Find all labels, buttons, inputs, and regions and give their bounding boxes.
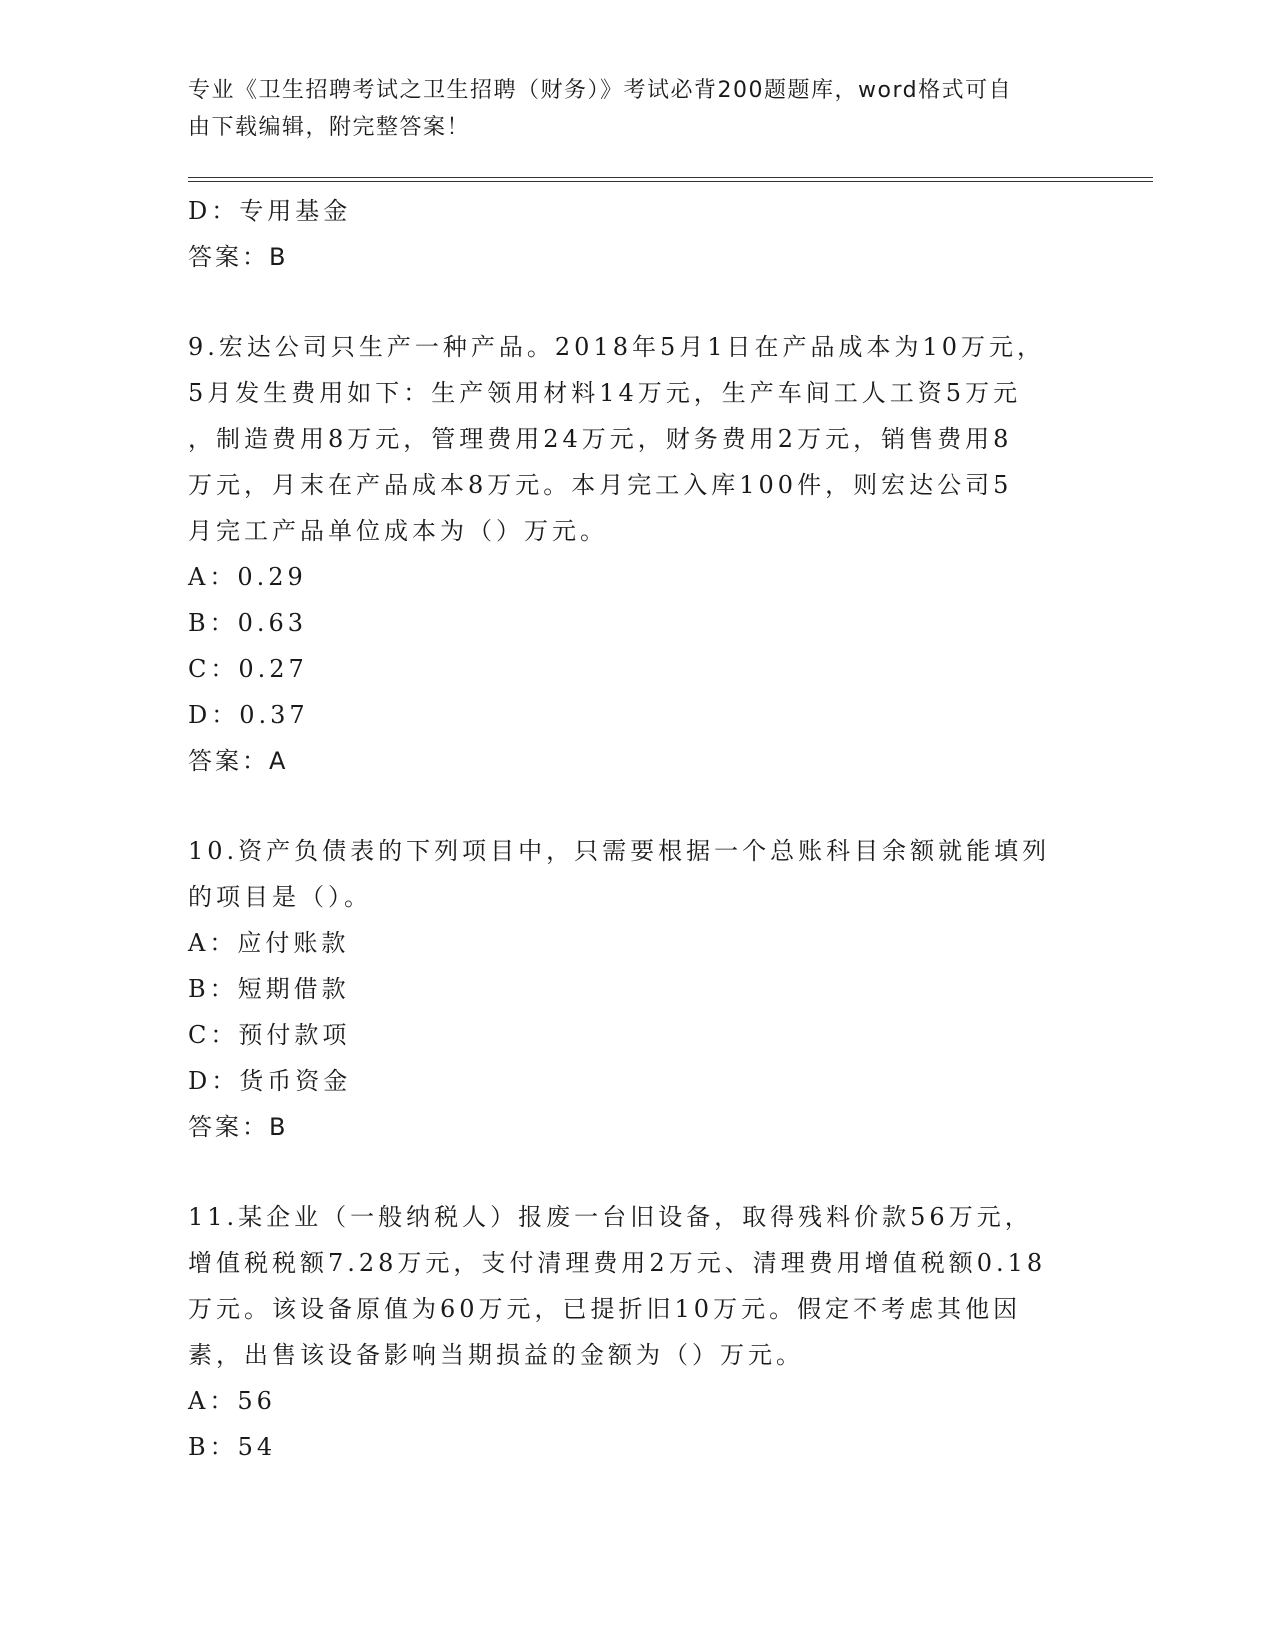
question-text — [188, 324, 1088, 554]
question-line: 的项目是（）。 — [188, 883, 372, 911]
option-b: B：短期借款 — [188, 975, 350, 1003]
header-line-2: 由下载编辑，附完整答案！ — [188, 115, 471, 140]
option-d: D：0.37 — [188, 701, 309, 729]
header-rule-top — [188, 177, 1153, 178]
question-line: 11.某企业（一般纳税人）报废一台旧设备，取得残料价款56万元， — [188, 1203, 1033, 1231]
question-text — [188, 828, 1088, 920]
option-b: B：54 — [188, 1433, 277, 1461]
question-line: 5月发生费用如下：生产领用材料14万元，生产车间工人工资5万元 — [188, 379, 1022, 407]
question-line: 增值税税额7.28万元，支付清理费用2万元、清理费用增值税额0.18 — [188, 1249, 1047, 1277]
question-line: ，制造费用8万元，管理费用24万元，财务费用2万元，销售费用8 — [188, 425, 1013, 453]
document-body — [188, 188, 1088, 1470]
question-text — [188, 1194, 1088, 1378]
question-line: 9.宏达公司只生产一种产品。2018年5月1日在产品成本为10万元， — [188, 333, 1046, 361]
header-line-1: 专业《卫生招聘考试之卫生招聘（财务）》考试必背200题题库，word格式可自 — [188, 78, 1013, 103]
question-11 — [188, 1194, 1088, 1470]
answer-line: 答案：B — [188, 1113, 289, 1141]
option-a: A：56 — [188, 1387, 276, 1415]
option-b: B：0.63 — [188, 609, 308, 637]
answer-line: 答案：A — [188, 747, 289, 775]
document-header — [188, 72, 1068, 146]
question-line: 万元。该设备原值为60万元，已提折旧10万元。假定不考虑其他因 — [188, 1295, 1022, 1323]
option-c: C：0.27 — [188, 655, 308, 683]
option-a: A：应付账款 — [188, 929, 350, 957]
header-rule-bottom — [188, 181, 1153, 182]
question-9 — [188, 324, 1088, 784]
question-10 — [188, 828, 1088, 1150]
answer-line: 答案：B — [188, 243, 289, 271]
question-line: 10.资产负债表的下列项目中，只需要根据一个总账科目余额就能填列 — [188, 837, 1051, 865]
question-line: 素，出售该设备影响当期损益的金额为（）万元。 — [188, 1341, 804, 1369]
option-d: D：货币资金 — [188, 1067, 352, 1095]
option-a: A：0.29 — [188, 563, 307, 591]
option-c: C：预付款项 — [188, 1021, 351, 1049]
question-line: 月完工产品单位成本为（）万元。 — [188, 517, 608, 545]
option-d: D：专用基金 — [188, 197, 352, 225]
question-line: 万元，月末在产品成本8万元。本月完工入库100件，则宏达公司5 — [188, 471, 1013, 499]
